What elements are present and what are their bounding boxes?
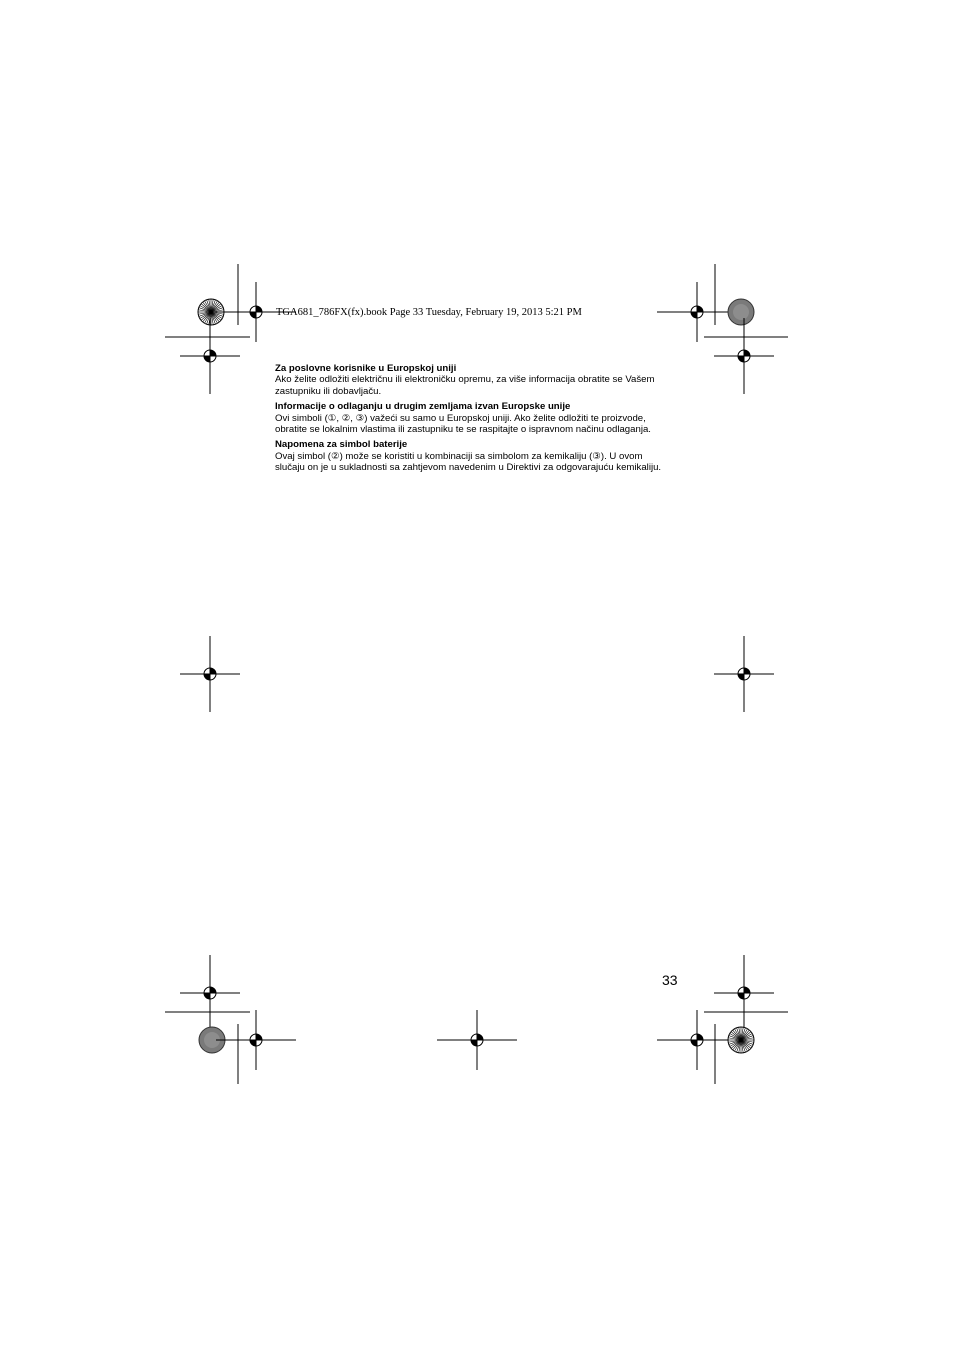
section-text: Ovaj simbol (②) može se koristiti u kombinaciji sa simbolom za kemikaliju (③). U ovom slučaju on je u sukladnosti sa zahtjevom navedenim u Direktivi za odgovarajuću kemikaliju. [275, 450, 662, 474]
section-heading: Za poslovne korisnike u Europskoj uniji [275, 363, 457, 374]
section-heading: Informacije o odlaganju u drugim zemljama izvan Europske unije [275, 401, 571, 413]
section-battery-symbol [275, 439, 695, 473]
section-non-eu-disposal [275, 401, 695, 435]
section-heading: Napomena za simbol baterije [275, 439, 408, 451]
section-eu-business [275, 363, 695, 397]
grey-swatch-inner [733, 304, 749, 320]
document-body [275, 363, 695, 478]
section-text: Ako želite odložiti električnu ili elektroničku opremu, za više informacija obratite se Vašem zastupniku ili dobavljaču. [275, 374, 655, 397]
section-text: Ovi simboli (①, ②, ③) važeći su samo u Europskoj uniji. Ako želite odložiti te proizvode, obratite se lokalnim vlastima ili zastupniku te se raspitajte o ispravnom načinu odlaganja. [275, 412, 651, 436]
page-number: 33 [662, 972, 678, 988]
print-header: TGA681_786FX(fx).book Page 33 Tuesday, February 19, 2013 5:21 PM [276, 307, 582, 318]
